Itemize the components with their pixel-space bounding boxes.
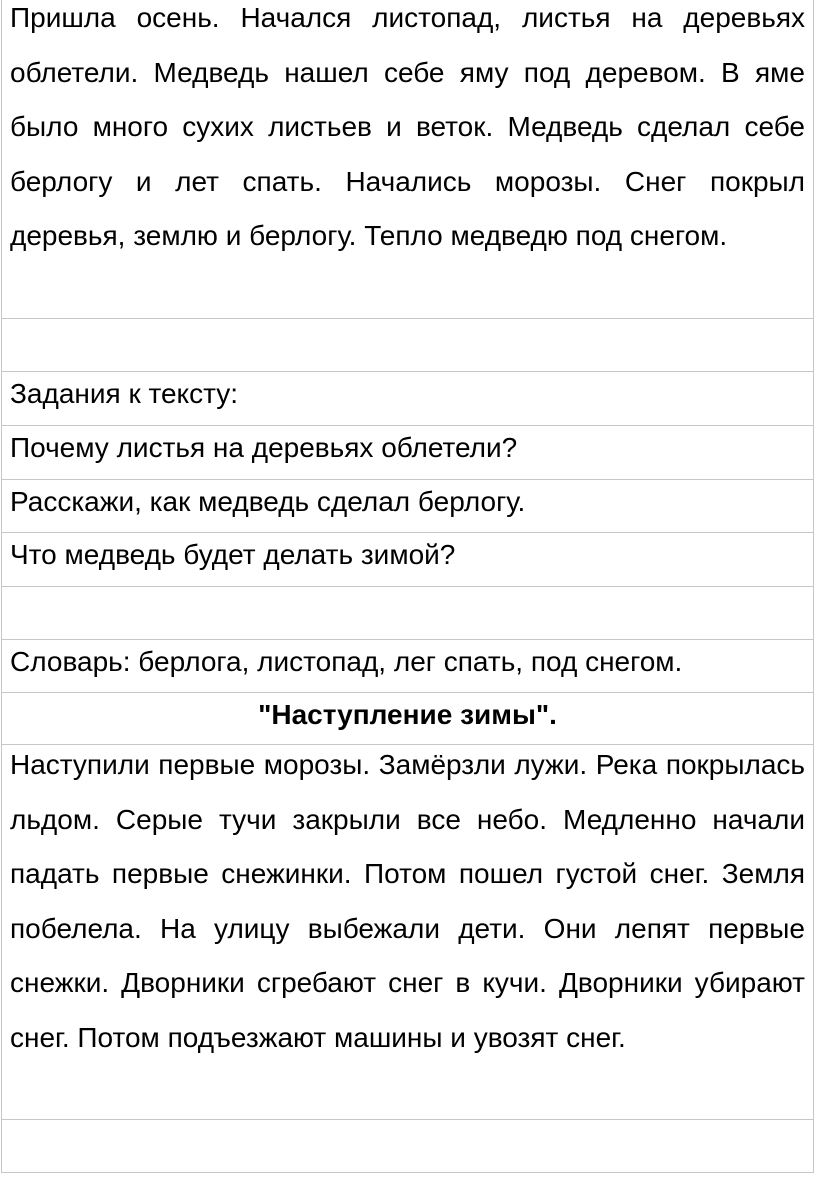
question-text: Расскажи, как медведь сделал берлогу. bbox=[10, 486, 526, 517]
story2-text: Наступили первые морозы. Замёрзли лужи. Река покрылась льдом. Серые тучи закрыли все небо. Медленно начали падать первые снежинки. Потом пошел густой снег. Земля побелела. На улицу выбежали дети. Они лепят первые снежки. Дворники сгребают снег в кучи. Дворники убирают снег. Потом подъезжают машины и увозят снег. bbox=[10, 749, 805, 1053]
empty-row bbox=[1, 318, 814, 371]
story2-title-row bbox=[1, 692, 814, 744]
question-row bbox=[1, 479, 814, 532]
story1-row bbox=[1, 0, 814, 318]
question-row bbox=[1, 425, 814, 479]
question-row bbox=[1, 532, 814, 586]
vocabulary-text: Словарь: берлога, листопад, лег спать, под снегом. bbox=[10, 646, 683, 677]
story1-text: Пришла осень. Начался листопад, листья на деревьях облетели. Медведь нашел себе яму под деревом. В яме было много сухих листьев и веток. Медведь сделал себе берлогу и лет спать. Начались морозы. Снег покрыл деревья, землю и берлогу. Тепло медведю под снегом. bbox=[10, 2, 805, 251]
vocabulary-row bbox=[1, 639, 814, 692]
question-text: Что медведь будет делать зимой? bbox=[10, 539, 456, 570]
tasks-heading: Задания к тексту: bbox=[10, 378, 239, 409]
story2-title: "Наступление зимы". bbox=[258, 699, 557, 730]
story2-row bbox=[1, 744, 814, 1119]
tasks-heading-row bbox=[1, 371, 814, 425]
empty-row bbox=[1, 586, 814, 639]
question-text: Почему листья на деревьях облетели? bbox=[10, 432, 518, 463]
empty-row bbox=[1, 1119, 814, 1173]
